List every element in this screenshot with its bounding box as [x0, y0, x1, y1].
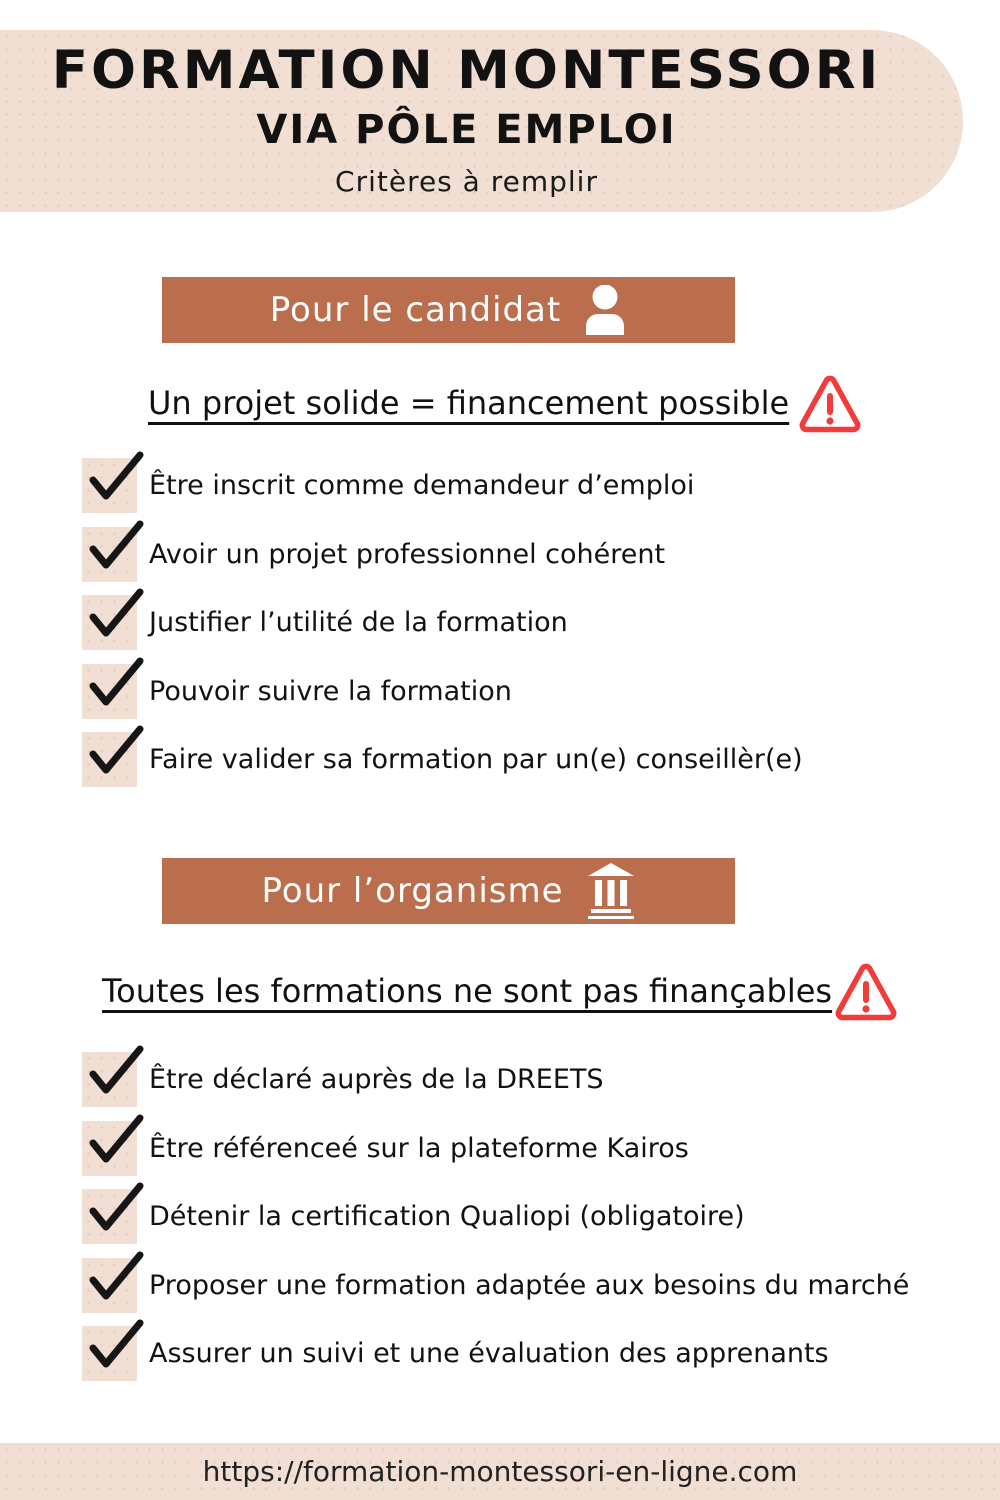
checkbox-checked	[82, 1326, 137, 1381]
checklist-item-label: Être déclaré auprès de la DREETS	[149, 1064, 604, 1095]
checklist-item	[82, 527, 803, 582]
checklist-candidat	[82, 458, 803, 801]
warning-triangle-icon	[798, 374, 862, 438]
checkmark-icon	[85, 720, 149, 784]
checkmark-icon	[85, 1314, 149, 1378]
checkmark-icon	[85, 446, 149, 510]
checkbox-checked	[82, 664, 137, 719]
checklist-item-label: Être inscrit comme demandeur d’emploi	[149, 470, 695, 501]
checklist-item	[82, 732, 803, 787]
section-banner-candidat	[162, 277, 735, 343]
checklist-item	[82, 1052, 909, 1107]
checkbox-checked	[82, 732, 137, 787]
checklist-item-label: Être référenceé sur la plateforme Kairos	[149, 1132, 689, 1164]
checklist-item	[82, 664, 803, 719]
checklist-item-label: Justifier l’utilité de la formation	[149, 607, 568, 638]
section-heading-organisme: Toutes les formations ne sont pas finançables	[102, 972, 833, 1010]
checklist-item-label: Proposer une formation adaptée aux besoins du marché	[149, 1269, 910, 1301]
section-heading-candidat: Un projet solide = financement possible	[148, 384, 790, 422]
checkbox-checked	[82, 1258, 137, 1313]
checkmark-icon	[85, 1246, 149, 1310]
checklist-item	[82, 1326, 909, 1381]
checkbox-checked	[82, 1121, 137, 1176]
page-title: FORMATION MONTESSORI	[51, 40, 882, 101]
checkbox-checked	[82, 595, 137, 650]
person-icon	[583, 285, 627, 335]
checklist-item	[82, 1258, 909, 1313]
checkmark-icon	[85, 515, 149, 579]
checklist-item	[82, 1189, 909, 1244]
checklist-item-label: Détenir la certification Qualiopi (obligatoire)	[149, 1201, 745, 1232]
warning-triangle-icon	[834, 962, 898, 1026]
footer-url-link[interactable]: https://formation-montessori-en-ligne.com	[202, 1455, 798, 1488]
checklist-item-label: Assurer un suivi et une évaluation des apprenants	[149, 1338, 829, 1369]
checklist-item-label: Pouvoir suivre la formation	[149, 675, 512, 707]
checklist-item-label: Faire valider sa formation par un(e) conseillèr(e)	[149, 744, 803, 775]
header-banner	[0, 30, 963, 212]
section-banner-organisme	[162, 858, 735, 924]
bank-icon	[586, 863, 636, 919]
checkmark-icon	[85, 583, 149, 647]
checklist-item	[82, 595, 803, 650]
page-tagline: Critères à remplir	[335, 165, 598, 198]
section-banner-label: Pour le candidat	[269, 290, 562, 330]
page-subtitle: VIA PÔLE EMPLOI	[256, 107, 677, 153]
checkbox-checked	[82, 527, 137, 582]
checklist-item-label: Avoir un projet professionnel cohérent	[149, 538, 666, 570]
checklist-item	[82, 458, 803, 513]
section-banner-label: Pour l’organisme	[261, 871, 564, 911]
checklist-organisme	[82, 1052, 909, 1395]
checkbox-checked	[82, 458, 137, 513]
checkmark-icon	[85, 652, 149, 716]
checklist-item	[82, 1121, 909, 1176]
checkmark-icon	[85, 1177, 149, 1241]
checkbox-checked	[82, 1052, 137, 1107]
footer-bar	[0, 1443, 1000, 1500]
checkbox-checked	[82, 1189, 137, 1244]
checkmark-icon	[85, 1040, 149, 1104]
checkmark-icon	[85, 1109, 149, 1173]
